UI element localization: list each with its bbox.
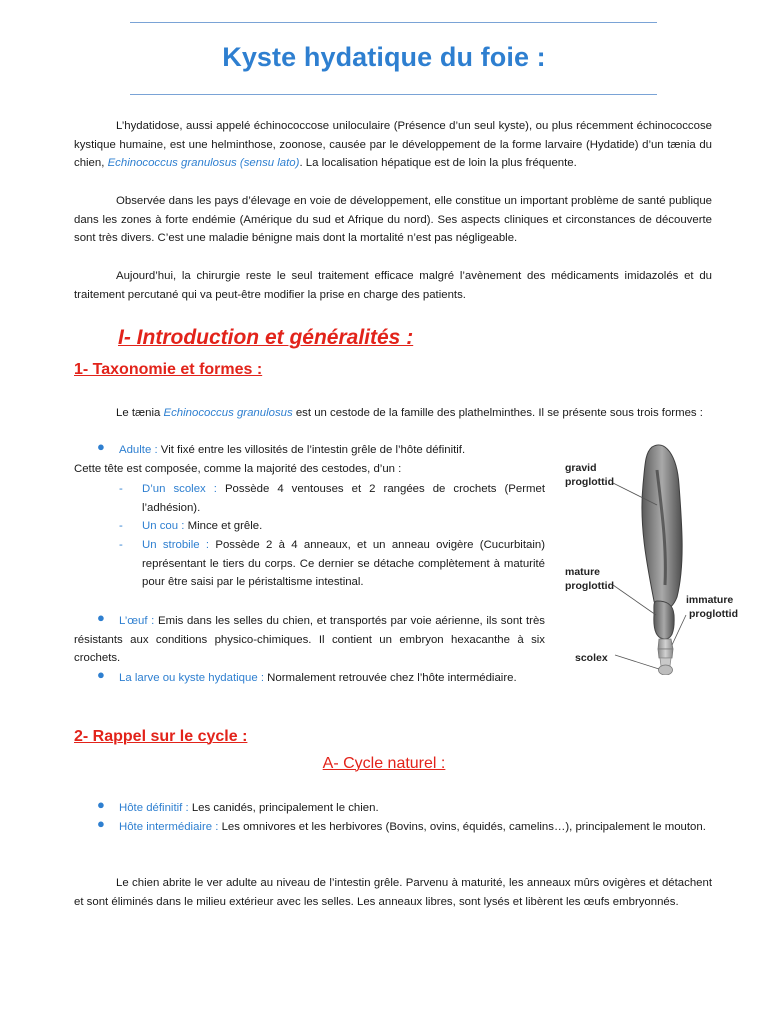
term-label: D’un scolex : [142,483,217,495]
intro-text: . La localisation hépatique est de loin la plus fréquente. [299,157,577,170]
subheading-cycle-naturel: A- Cycle naturel : [322,755,446,772]
paragraph-text: Le chien abrite le ver adulte au niveau de l’intestin grêle. Parvenu à maturité, les anneaux mûrs ovigères et détachent et sont éliminés dans le milieu extérieur avec les selles. Les anneaux libres, sont lysés et libèrent les œufs embryonnés. [74,877,712,908]
list-item-scolex [142,480,545,517]
dash-icon: - [119,483,123,495]
figure-label: mature [565,566,601,578]
species-name: Echinococcus granulosus [163,407,293,419]
list-item-hote-definitif [119,799,379,818]
intro-text: Observée dans les pays d’élevage en voie de développement, elle constitue un important problème de santé publique dans les zones à forte endémie (Amérique du sud et Afrique du nord). Ses aspects cliniques et circonstances de découverte sont très divers. C’est une maladie bénigne mais dont la mortalité n’est pas négligeable. [74,195,712,245]
term-text: Les canidés, principalement le chien. [188,802,379,814]
term-text: Possède 4 ventouses et 2 rangées de crochets (Permet l’adhésion). [142,483,545,514]
figure-label: proglottid [689,608,738,620]
species-name: Echinococcus granulosus (sensu lato) [107,157,300,170]
intro-paragraph-2 [74,192,712,248]
dash-icon: - [119,520,123,532]
tapeworm-figure [557,425,757,675]
term-label: Hôte intermédiaire : [119,821,219,833]
bullet-icon: ● [97,610,105,625]
list-item-adulte [119,441,465,460]
intro-text: Aujourd’hui, la chirurgie reste le seul traitement efficace malgré l’avènement des médicaments imidazolés et du traitement percutané qui va peut-être modifier la prise en charge des patients. [74,270,712,301]
list-item-larve [74,669,545,688]
term-label: Un cou : [142,520,185,532]
figure-label: scolex [575,652,608,664]
taxonomy-paragraph [74,404,712,423]
list-item-oeuf [74,612,545,668]
term-text: Mince et grêle. [184,520,263,532]
bullet-icon: ● [97,439,105,454]
leader-line [613,585,656,615]
term-label: Adulte : [119,444,158,456]
term-text: Possède 2 à 4 anneaux, et un anneau ovigère (Cucurbitain) représentant le tiers du corps. Ce dernier se détache complètement à maturité pour être saisi par le péristaltisme intestinal. [142,539,545,589]
figure-label: gravid [565,462,597,474]
mature-proglottid-shape [654,601,674,639]
section-heading-introduction: I- Introduction et généralités : [118,326,414,349]
term-text: Les omnivores et les herbivores (Bovins, ovins, équidés, camelins…), principalement le mouton. [218,821,706,833]
term-text: Emis dans les selles du chien, et transportés par voie aérienne, ils sont très résistants aux conditions physico-chimiques. Il contient un embryon hexacanthe à six crochets. [74,615,545,665]
term-label: La larve ou kyste hydatique : [119,672,265,684]
list-item-strobile [142,536,545,592]
term-label: L’œuf : [119,615,155,627]
subheading-cycle: 2- Rappel sur le cycle : [74,728,248,745]
title-rule-bottom [130,94,657,95]
scolex-shape [659,665,673,675]
term-label: Un strobile : [142,539,210,551]
dash-icon: - [119,539,123,551]
bullet-icon: ● [97,797,105,812]
paragraph-text: Le tænia [116,407,164,419]
term-text: Normalement retrouvée chez l’hôte intermédiaire. [264,672,517,684]
intro-text: L’hydatidose, aussi appelé échinococcose uniloculaire (Présence d’un seul kyste), ou plus récemment échinococcose kystique humaine, est une helminthose, zoonose, causée par le développement de la forme larvaire (Hydatide) d’un tænia du chien, [74,120,712,170]
intro-paragraph-1 [74,117,712,173]
figure-label: proglottid [565,580,614,592]
term-text: Vit fixé entre les villosités de l’intestin grêle de l’hôte définitif. [157,444,466,456]
paragraph-text: est un cestode de la famille des plathelminthes. Il se présente sous trois formes : [292,407,703,419]
subheading-taxonomie: 1- Taxonomie et formes : [74,361,263,378]
bullet-icon: ● [97,816,105,831]
cycle-paragraph [74,874,712,911]
list-item-hote-intermediaire [74,818,712,837]
immature-proglottid-shape [658,649,673,658]
intro-paragraph-3 [74,267,712,304]
page-title: Kyste hydatique du foie : [222,42,546,72]
figure-label: proglottid [565,476,614,488]
immature-proglottid-shape [658,639,673,649]
title-rule-top [130,22,657,23]
bullet-icon: ● [97,667,105,682]
figure-label: immature [686,594,734,606]
leader-line [615,655,659,669]
term-label: Hôte définitif : [119,802,189,814]
adulte-continuation: Cette tête est composée, comme la majorité des cestodes, d’un : [74,463,402,475]
list-item-cou [142,517,262,536]
